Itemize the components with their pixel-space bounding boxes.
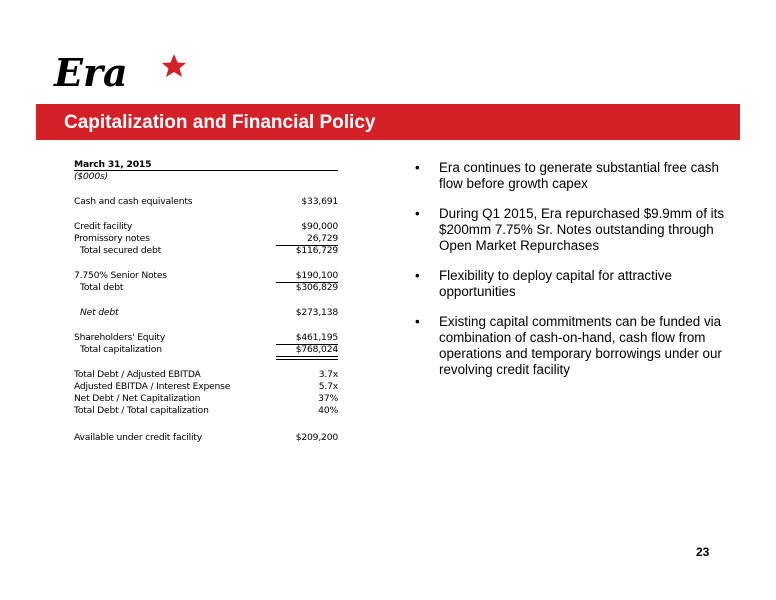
bullet-item [412,160,732,192]
row-label: Total debt [80,282,124,293]
table-row [74,245,338,257]
table-row [74,369,338,381]
row-value: $273,138 [295,307,338,318]
table-row [74,221,338,233]
table-row [74,344,338,356]
table-header: March 31, 2015 [74,159,152,170]
row-label: Shareholders' Equity [74,332,166,343]
row-label: 7.750% Senior Notes [74,270,167,281]
row-label: Total capitalization [80,344,162,355]
table-row [74,432,338,444]
row-label: Adjusted EBITDA / Interest Expense [74,381,231,392]
page-title: Capitalization and Financial Policy [64,112,376,133]
bullet-text: Era continues to generate substantial free cash flow before growth capex [439,160,719,191]
row-label: Cash and cash equivalents [74,196,193,207]
row-value: $190,100 [295,270,338,281]
bullet-item [412,314,732,378]
row-label: Total Debt / Total capitalization [74,405,209,416]
bullet-text: Existing capital commitments can be funded via combination of cash-on-hand, cash flow from operations and temporary borrowings under our revolving credit facility [439,314,722,377]
era-logo-graphic [52,50,192,95]
row-value: $90,000 [301,221,338,232]
row-value: 40% [318,405,338,416]
row-label: Promissory notes [74,233,150,244]
row-value: $33,691 [301,196,338,207]
bullet-text: Flexibility to deploy capital for attractive opportunities [439,268,672,299]
table-units: ($000s) [74,171,108,182]
bullet-text: During Q1 2015, Era repurchased $9.9mm of its $200mm 7.75% Sr. Notes outstanding through Open Market Repurchases [439,206,725,253]
row-label: Total Debt / Adjusted EBITDA [74,369,201,380]
page-number: 23 [696,545,710,559]
row-label: Net Debt / Net Capitalization [74,393,201,404]
bullet-item [412,268,732,300]
row-value: 3.7x [318,369,338,380]
bullet-icon: • [415,314,420,329]
table-row [74,405,338,417]
row-value: $461,195 [295,332,338,343]
row-value: 5.7x [318,381,338,392]
row-label: Net debt [80,307,119,318]
title-bar [36,104,740,140]
bullet-icon: • [415,206,420,221]
row-value: $209,200 [295,432,338,443]
table-row [74,270,338,282]
row-label: Available under credit facility [74,432,202,443]
table-row [74,393,338,405]
row-value: $306,829 [295,282,338,293]
table-row [74,332,338,344]
row-value: 26,729 [307,233,338,244]
row-value: 37% [318,393,338,404]
table-row [74,233,338,245]
table-row [74,196,338,208]
bullet-item [412,206,732,254]
total-double-line [276,356,338,360]
table-row [74,307,338,319]
bullet-list [412,160,732,392]
row-label: Total secured debt [80,245,161,256]
table-row [74,381,338,393]
era-logo-wordmark: Era [54,50,128,95]
star-icon [162,54,186,77]
bullet-icon: • [415,160,420,175]
table-units-row [74,171,338,183]
row-value: $768,024 [295,344,338,355]
era-logo [52,50,192,95]
bullet-icon: • [415,268,420,283]
row-value: $116,729 [295,245,338,256]
table-row [74,282,338,294]
row-label: Credit facility [74,221,133,232]
